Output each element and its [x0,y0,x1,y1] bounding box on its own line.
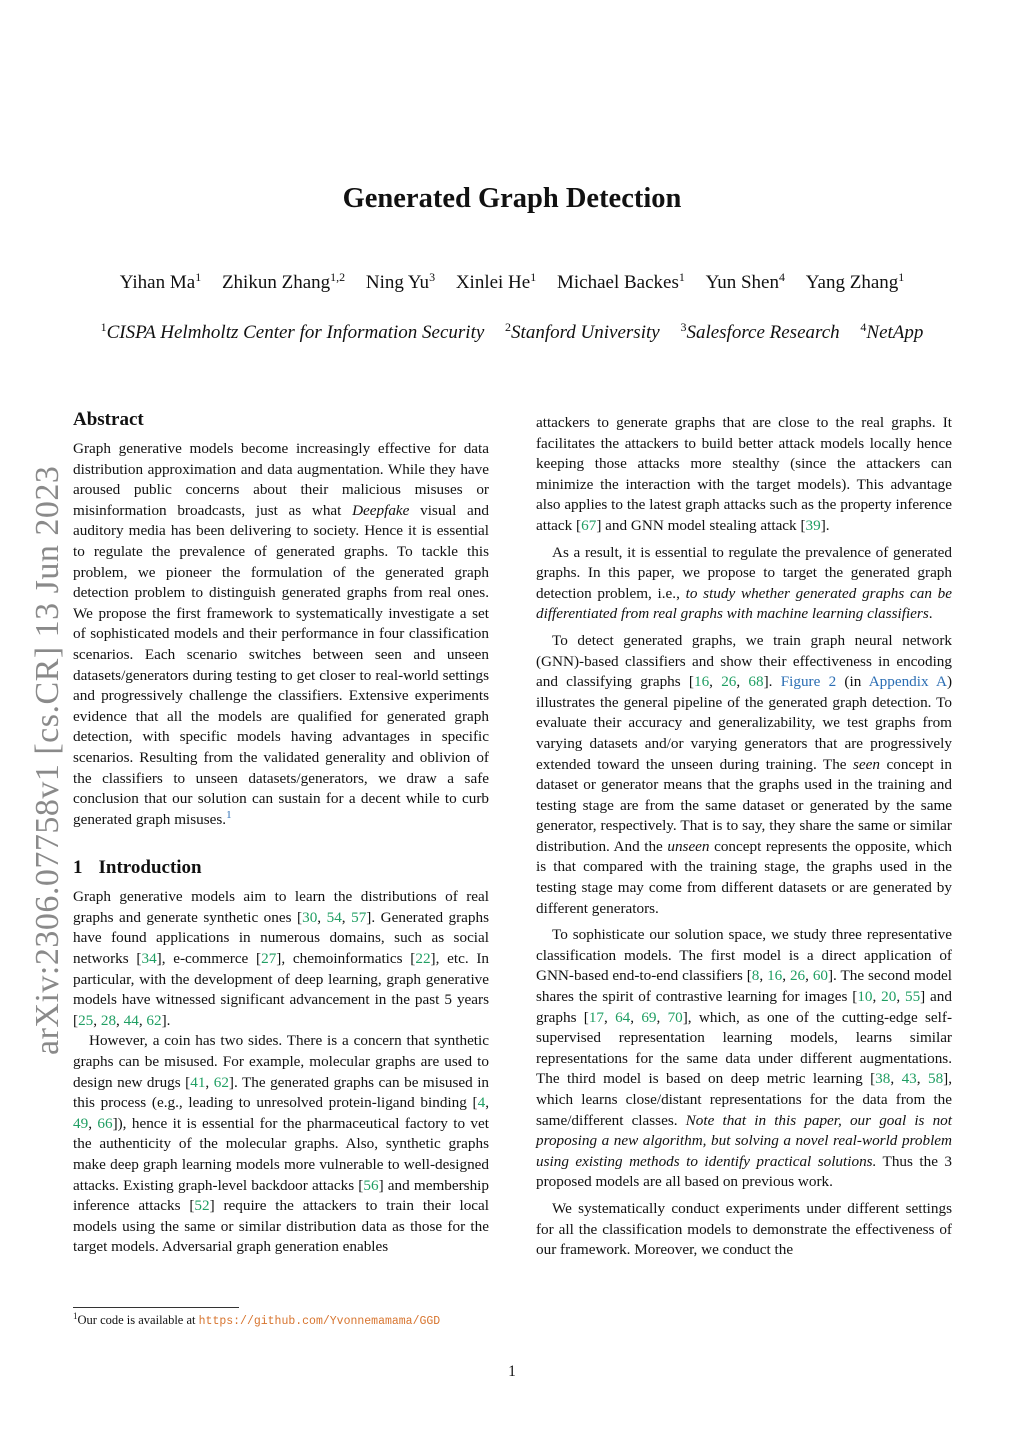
affiliation: $^1$CISPA Helmholtz Center for Information Security [100,320,485,343]
author: Michael Backes$^1$ [556,270,685,293]
left-column [73,408,489,1258]
affiliation: $^2$Stanford University [505,320,660,343]
intro-heading: 1 Introduction [73,857,202,879]
body-paragraph: As a result, it is essential to regulate the prevalence of generated graphs. In this paper, we propose to target the generated graph detection problem, i.e., to study whether generated graphs can be differentiated from real graphs with machine learning classifiers. [536,543,952,623]
body-paragraph: Graph generative models aim to learn the distributions of real graphs and generate synthetic ones [30, 54, 57]. Generated graphs have found applications in numerous domains, such as social networks [34], e-commerce [27], chemoinformatics [22], etc. In particular, with the development of deep learning, graph generative models have witnessed significant advancement in the past 5 years [25, 28, 44, 62]. [73,888,490,1029]
body-paragraph: We systematically conduct experiments under different settings for all the classification models to demonstrate the effectiveness of our framework. Moreover, we conduct the [536,1199,952,1259]
abstract-paragraph: Graph generative models become increasingly effective for data distribution approximation and data augmentation. While they have aroused public concerns about their malicious misuses or misinformation broadcasts, just as what Deepfake visual and auditory media has been delivering to society. Hence it is essential to regulate the prevalence of generated graphs. To tackle this problem, we pioneer the formulation of the generated graph detection problem to distinguish generated graphs from real ones. We propose the first framework to systematically investigate a set of sophisticated models and their performance in four classification scenarios. Each scenario switches between seen and unseen datasets/generators during testing to get closer to real-world settings and progressively challenge the classifiers. Extensive experiments evidence that all the models are qualified for generated graph detection, with specific models having advantages in specific scenarios. Resulting from the validated generality and oblivion of the classifiers to unseen datasets/generators, we draw a safe conclusion that our solution can sustain for a decent while to curb generated graph misuses.$^1$ [73,440,489,828]
page-number: 1 [508,1363,516,1380]
footnote-rule [73,1307,239,1308]
author: Xinlei He$^1$ [455,270,537,293]
arxiv-stamp: arXiv:2306.07758v1 [cs.CR] 13 Jun 2023 [29,465,66,1055]
code-link[interactable]: https://github.com/Yvonnemamama/GGD [198,1315,441,1328]
paper-title: Generated Graph Detection [342,183,682,214]
author: Yang Zhang$^1$ [805,270,905,293]
author: Yun Shen$^4$ [705,270,785,293]
author: Ning Yu$^3$ [365,270,436,293]
author-list [0,272,1024,294]
body-paragraph: attackers to generate graphs that are close to the real graphs. It facilitates the attackers to build better attack models locally hence keeping those attacks more stealthy (since the attackers can minimize the interaction with the target models). This advantage also applies to the latest graph attacks such as the property inference attack [67] and GNN model stealing attack [39]. [536,414,952,534]
right-column [536,413,952,1261]
body-paragraph: However, a coin has two sides. There is a concern that synthetic graphs can be misused. For example, molecular graphs are used to design new drugs [41, 62]. The generated graphs can be misused in this process (e.g., leading to unresolved protein-ligand binding [4, 49, 66]), hence it is essential for the pharmaceutical factory to vet the authenticity of the molecular graphs. Also, synthetic graphs make deep graph learning models more vulnerable to well-designed attacks. Existing graph-level backdoor attacks [56] and membership inference attacks [52] require the attackers to train their local models using the same or similar distribution data as those for the target models. Adversarial graph generation enables [73,1032,490,1256]
abstract-heading: Abstract [73,409,144,430]
footnote: $^1$Our code is available at https://github.com/Yvonnemamama/GGD [73,1311,441,1328]
affiliation: $^4$NetApp [860,320,924,343]
author: Zhikun Zhang$^{1,2}$ [221,270,346,293]
footnote-ref[interactable]: 1 [226,808,232,821]
author: Yihan Ma$^1$ [119,270,202,293]
body-paragraph: To sophisticate our solution space, we study three representative classification models. The first model is a direct application of GNN-based end-to-end classifiers [8, 16, 26, 60]. The second model shares the spirit of contrastive learning for images [10, 20, 55] and graphs [17, 64, 69, 70], which, as one of the cutting-edge self-supervised representation learning models, learns similar representations for the same data under different augmentations. The third model is based on deep metric learning [38, 43, 58], which learns close/distant representations for the data from the same/different classes. Note that in this paper, our goal is not proposing a new algorithm, but solving a novel real-world problem using existing methods to identify practical solutions. Thus the 3 proposed models are all based on previous work. [536,926,953,1191]
body-paragraph: To detect generated graphs, we train graph neural network (GNN)-based classifiers and show their effectiveness in encoding and classifying graphs [16, 26, 68]. Figure 2 (in Appendix A) illustrates the general pipeline of the generated graph detection. To evaluate their accuracy and generalizability, we test graphs from varying datasets and/or varying generators that are progressively extended toward the unseen during training. The seen concept in dataset or generator means that the graphs used in the training and testing stage are from the same dataset or generated by the same generator, respectively. That is to say, they share the same or similar distribution. And the unseen concept represents the opposite, which is that compared with the training stage, the graphs used in the testing stage may come from different datasets or are generated by different generators. [536,631,953,917]
affiliation: $^3$Salesforce Research [680,320,840,343]
affiliation-list [0,322,1024,344]
